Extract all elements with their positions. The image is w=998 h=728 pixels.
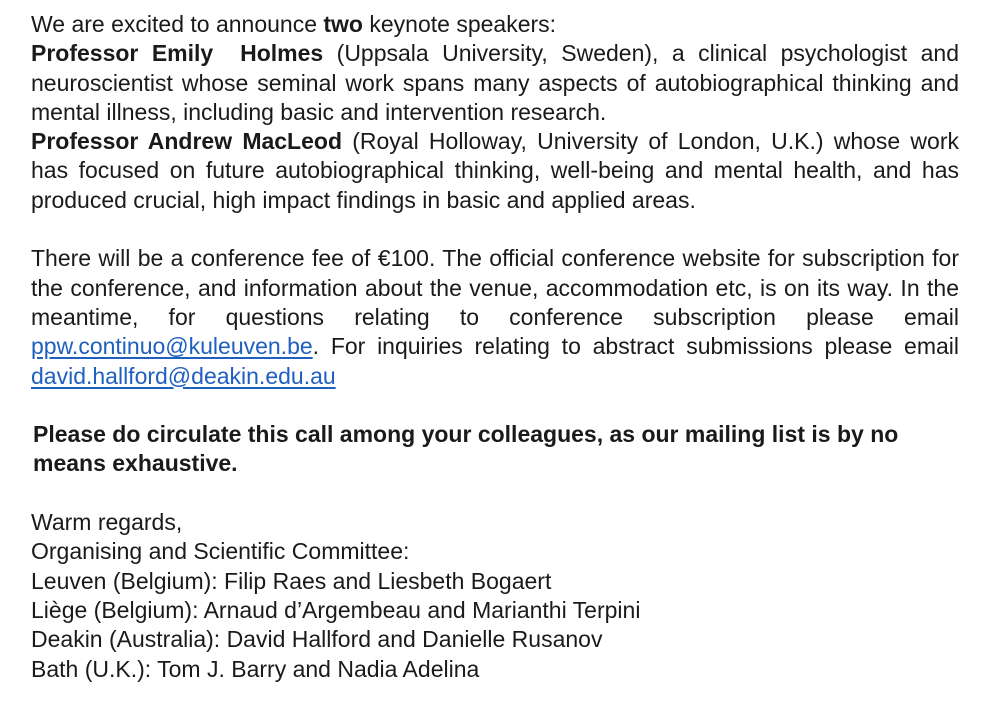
intro-text-before: We are excited to announce bbox=[31, 11, 324, 37]
fee-paragraph bbox=[31, 244, 959, 390]
fee-text-2: . For inquiries relating to abstract submissions please email bbox=[312, 333, 959, 360]
speaker-macleod-paragraph bbox=[31, 127, 959, 215]
intro-bold-word: two bbox=[323, 11, 363, 37]
intro-text-after: keynote speakers: bbox=[362, 11, 557, 37]
spacer bbox=[31, 391, 959, 420]
signoff-greeting: Warm regards, bbox=[31, 509, 183, 536]
intro-paragraph bbox=[31, 10, 959, 39]
committee-member-leuven: Leuven (Belgium): Filip Raes and Liesbeth Bogaert bbox=[31, 567, 552, 594]
speaker-holmes-description: (Uppsala University, Sweden), a clinical psychologist and neuroscientist whose seminal work spans many aspects of autobiographical thinking and mental illness, including basic and intervention research. bbox=[31, 40, 960, 125]
committee-member-bath: Bath (U.K.): Tom J. Barry and Nadia Adelina bbox=[31, 655, 480, 682]
spacer bbox=[31, 215, 959, 244]
speaker-macleod-description: (Royal Holloway, University of London, U.K.) whose work has focused on future autobiographical thinking, well-being and mental health, and has produced crucial, high impact findings in basic and applied areas. bbox=[31, 128, 959, 213]
speaker-holmes-name: Professor Emily Holmes bbox=[31, 40, 324, 67]
committee-member-liege: Liège (Belgium): Arnaud d’Argembeau and Marianthi Terpini bbox=[31, 596, 641, 623]
abstract-email-link[interactable]: david.hallford@deakin.edu.au bbox=[31, 362, 336, 389]
subscription-email-link[interactable]: ppw.continuo@kuleuven.be bbox=[31, 333, 313, 360]
announcement-document bbox=[31, 10, 959, 684]
speaker-macleod-name: Professor Andrew MacLeod bbox=[31, 128, 342, 155]
circulate-notice: Please do circulate this call among your colleagues, as our mailing list is by no means exhaustive. bbox=[33, 421, 899, 477]
speaker-holmes-paragraph bbox=[31, 39, 959, 127]
fee-text-1: There will be a conference fee of €100. The official conference website for subscription for the conference, and information about the venue, accommodation etc, is on its way. In the meantime, for questions relating to conference subscription please email bbox=[31, 245, 959, 330]
spacer bbox=[31, 479, 959, 508]
committee-heading: Organising and Scientific Committee: bbox=[31, 538, 410, 565]
committee-member-deakin: Deakin (Australia): David Hallford and Danielle Rusanov bbox=[31, 626, 603, 653]
